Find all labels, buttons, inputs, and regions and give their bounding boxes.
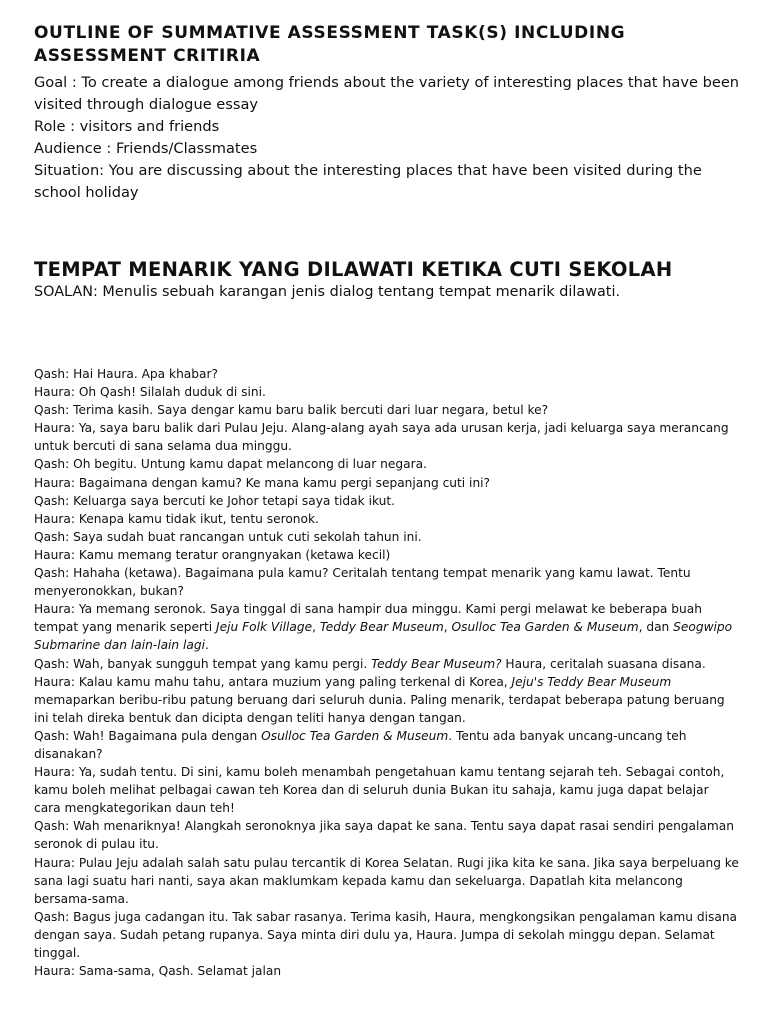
audience-text: Audience : Friends/Classmates <box>34 140 258 157</box>
dialogue-line: Haura: Bagaimana dengan kamu? Ke mana kamu pergi sepanjang cuti ini? <box>34 475 491 490</box>
dialogue-line: Qash: Saya sudah buat rancangan untuk cuti sekolah tahun ini. <box>34 529 422 544</box>
dialogue-line: Haura: Kalau kamu mahu tahu, antara muzium yang paling terkenal di Korea, Jeju's Teddy Bear Museum memaparkan beribu-ribu patung beruang dari seluruh dunia. Paling menarik, terdapat beberapa patung beruang ini telah direka bentuk dan dicipta dengan teliti hanya dengan tangan. <box>34 674 725 725</box>
dialogue-line: Haura: Kamu memang teratur orangnyakan (ketawa kecil) <box>34 547 391 562</box>
essay-title: TEMPAT MENARIK YANG DILAWATI KETIKA CUTI SEKOLAH <box>34 258 673 281</box>
dialogue-line: Haura: Sama-sama, Qash. Selamat jalan <box>34 964 282 979</box>
essay-question: SOALAN: Menulis sebuah karangan jenis dialog tentang tempat menarik dilawati. <box>34 284 621 300</box>
dialogue-line: Qash: Wah menariknya! Alangkah seronoknya jika saya dapat ke sana. Tentu saya dapat rasai sendiri pengalaman seronok di pulau itu. <box>34 819 734 852</box>
dialogue-line: Qash: Keluarga saya bercuti ke Johor tetapi saya tidak ikut. <box>34 493 396 508</box>
dialogue-line: Haura: Ya memang seronok. Saya tinggal di sana hampir dua minggu. Kami pergi melawat ke beberapa buah tempat yang menarik seperti Jeju Folk Village, Teddy Bear Museum, Osulloc Tea Garden & Museum, dan Seogwipo Submarine dan lain-lain lagi. <box>34 602 733 653</box>
goal-text: Goal : To create a dialogue among friends about the variety of interesting places that have been visited through dialogue essay <box>34 74 740 113</box>
situation-text: Situation: You are discussing about the interesting places that have been visited during the school holiday <box>34 162 702 201</box>
dialogue-line: Haura: Kenapa kamu tidak ikut, tentu seronok. <box>34 511 319 526</box>
task-brief <box>34 72 744 204</box>
dialogue-line: Qash: Wah, banyak sungguh tempat yang kamu pergi. Teddy Bear Museum? Haura, ceritalah suasana disana. <box>34 656 706 671</box>
outline-title: OUTLINE OF SUMMATIVE ASSESSMENT TASK(S) INCLUDING ASSESSMENT CRITIRIA <box>34 23 626 66</box>
document-page <box>34 22 744 979</box>
dialogue-line: Qash: Terima kasih. Saya dengar kamu baru balik bercuti dari luar negara, betul ke? <box>34 403 549 418</box>
dialogue-line: Qash: Hai Haura. Apa khabar? <box>34 367 218 381</box>
dialogue-line: Haura: Ya, saya baru balik dari Pulau Jeju. Alang-alang ayah saya ada urusan kerja, jadi keluarga saya merancang untuk bercuti di sana selama dua minggu. <box>34 421 729 454</box>
dialogue-line: Qash: Oh begitu. Untung kamu dapat melancong di luar negara. <box>34 457 427 472</box>
dialogue-body <box>34 365 739 980</box>
dialogue-line: Haura: Ya, sudah tentu. Di sini, kamu boleh menambah pengetahuan kamu tentang sejarah teh. Sebagai contoh, kamu boleh melihat pelbagai cawan teh Korea dan di seluruh dunia Bukan itu sahaja, kamu juga dapat belajar cara mengkategorikan daun teh! <box>34 765 725 816</box>
dialogue-line: Qash: Wah! Bagaimana pula dengan Osulloc Tea Garden & Museum. Tentu ada banyak uncang-uncang teh disanakan? <box>34 728 687 761</box>
dialogue-line: Haura: Oh Qash! Silalah duduk di sini. <box>34 385 266 400</box>
dialogue-line: Qash: Hahaha (ketawa). Bagaimana pula kamu? Ceritalah tentang tempat menarik yang kamu lawat. Tentu menyeronokkan, bukan? <box>34 566 691 599</box>
role-text: Role : visitors and friends <box>34 118 220 135</box>
dialogue-line: Qash: Bagus juga cadangan itu. Tak sabar rasanya. Terima kasih, Haura, mengkongsikan pengalaman kamu disana dengan saya. Sudah petang rupanya. Saya minta diri dulu ya, Haura. Jumpa di sekolah minggu depan. Selamat tinggal. <box>34 909 738 960</box>
dialogue-line: Haura: Pulau Jeju adalah salah satu pulau tercantik di Korea Selatan. Rugi jika kita ke sana. Jika saya berpeluang ke sana lagi suatu hari nanti, saya akan maklumkam kepada kamu dan sekeluarga. Dapatlah kita melancong bersama-sama. <box>34 855 739 906</box>
